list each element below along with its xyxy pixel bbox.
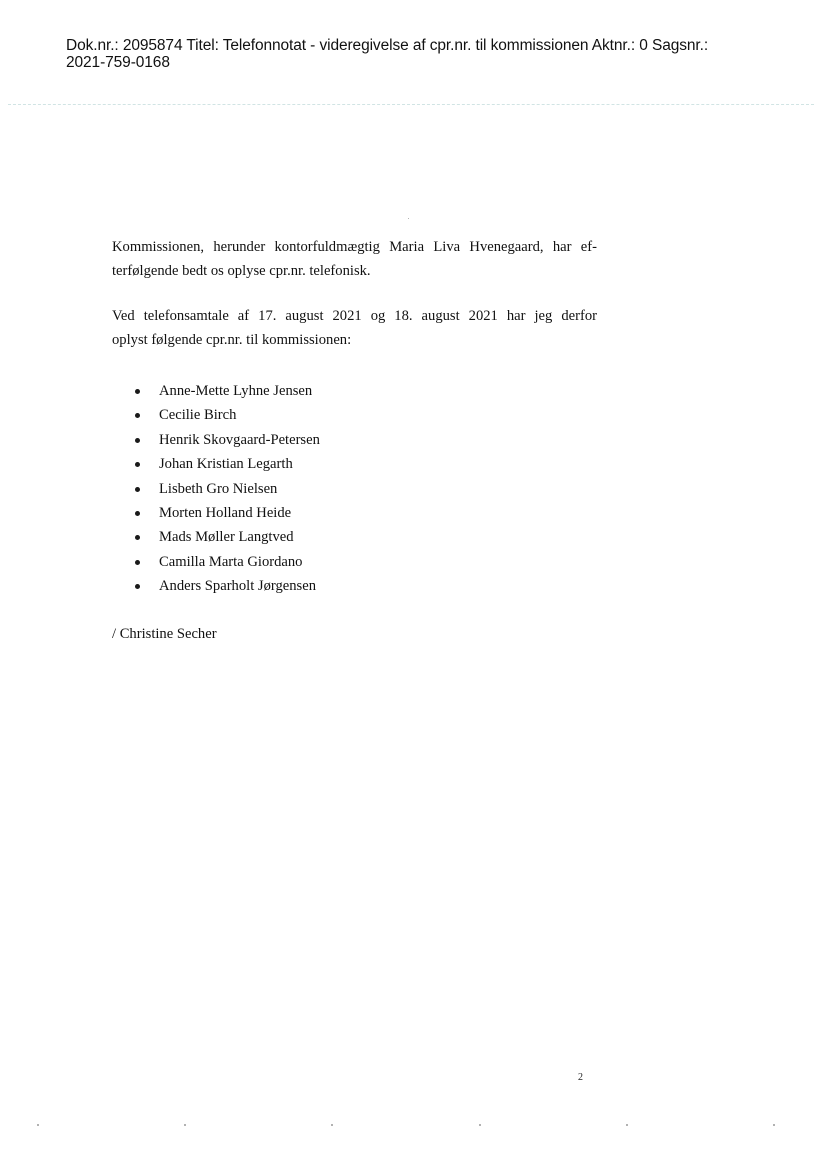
person-name: Anders Sparholt Jørgensen xyxy=(159,578,316,595)
signature: / Christine Secher xyxy=(112,625,217,642)
bullet-icon xyxy=(135,511,140,516)
bullet-icon xyxy=(135,462,140,467)
bullet-icon xyxy=(135,535,140,540)
bullet-icon xyxy=(135,438,140,443)
list-item xyxy=(112,452,597,476)
name-list xyxy=(112,379,597,599)
document-body xyxy=(112,235,597,646)
list-item xyxy=(112,403,597,427)
list-item xyxy=(112,550,597,574)
scan-speck xyxy=(773,1124,775,1126)
scan-speck xyxy=(331,1124,333,1126)
person-name: Johan Kristian Legarth xyxy=(159,456,293,473)
list-item xyxy=(112,501,597,525)
scan-speck xyxy=(37,1124,39,1126)
list-item xyxy=(112,379,597,403)
paragraph-request xyxy=(112,235,597,283)
paragraph-line: Kommissionen, herunder kontorfuldmægtig Maria Liva Hvenegaard, har ef- xyxy=(112,239,597,255)
paragraph-line: oplyst følgende cpr.nr. til kommissionen: xyxy=(112,332,352,348)
header-line-2: 2021-759-0168 xyxy=(66,54,170,71)
person-name: Mads Møller Langtved xyxy=(159,529,294,546)
scan-speck xyxy=(408,218,409,219)
page-number: 2 xyxy=(578,1072,583,1083)
paragraph-call xyxy=(112,304,597,352)
bullet-icon xyxy=(135,389,140,394)
person-name: Anne-Mette Lyhne Jensen xyxy=(159,383,313,399)
list-item xyxy=(112,574,597,598)
list-item xyxy=(112,525,597,549)
scan-speck xyxy=(626,1124,628,1126)
person-name: Cecilie Birch xyxy=(159,407,237,424)
person-name: Henrik Skovgaard-Petersen xyxy=(159,431,320,448)
bullet-icon xyxy=(135,560,140,565)
list-item xyxy=(112,477,597,501)
header-divider xyxy=(8,104,814,105)
paragraph-line: Ved telefonsamtale af 17. august 2021 og 18. august 2021 har jeg derfor xyxy=(112,308,597,324)
person-name: Morten Holland Heide xyxy=(159,504,292,521)
person-name: Lisbeth Gro Nielsen xyxy=(159,480,278,497)
bullet-icon xyxy=(135,584,140,589)
paragraph-line: terfølgende bedt os oplyse cpr.nr. telefonisk. xyxy=(112,263,371,279)
document-header xyxy=(66,37,806,71)
person-name: Camilla Marta Giordano xyxy=(159,553,303,570)
list-item xyxy=(112,428,597,452)
scan-speck xyxy=(184,1124,186,1126)
bullet-icon xyxy=(135,413,140,418)
header-line-1: Dok.nr.: 2095874 Titel: Telefonnotat - videregivelse af cpr.nr. til kommissionen Aktnr.: 0 Sagsnr.: xyxy=(66,37,709,54)
scan-speck xyxy=(479,1124,481,1126)
bullet-icon xyxy=(135,487,140,492)
